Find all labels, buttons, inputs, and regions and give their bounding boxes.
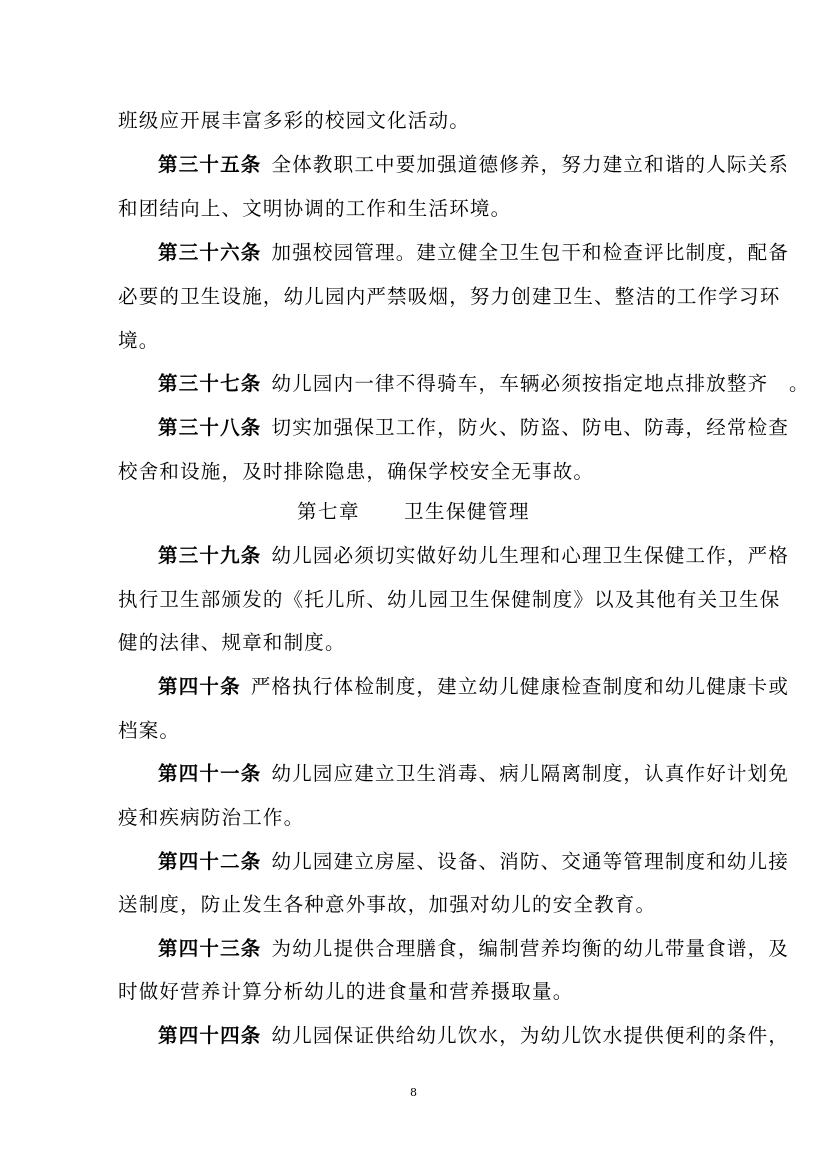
article-43-line-2: 时做好营养计算分析幼儿的进食量和营养摄取量。: [118, 980, 574, 1003]
article-41-label: 第四十一条: [158, 762, 262, 785]
article-40-text-1: 严格执行体检制度，建立幼儿健康检查制度和幼儿健康卡或: [250, 675, 790, 698]
article-43-label: 第四十三条: [158, 937, 262, 960]
article-43-text-1: 为幼儿提供合理膳食，编制营养均衡的幼儿带量食谱，及: [271, 937, 790, 960]
article-36-line-1: [158, 241, 793, 265]
article-37-label: 第三十七条: [158, 372, 262, 395]
page-number: 8: [410, 1086, 417, 1099]
article-40-line-2: 档案。: [118, 719, 181, 742]
article-38-line-1: [158, 416, 793, 440]
article-44-line-1: [158, 1024, 793, 1048]
article-39-text-1: 幼儿园必须切实做好幼儿生理和心理卫生保健工作，严格: [271, 544, 790, 567]
article-35-line-1: [158, 153, 793, 177]
chapter-number: 第七章: [296, 500, 360, 523]
article-44-label: 第四十四条: [158, 1024, 262, 1047]
article-40-line-1: [158, 675, 793, 699]
article-44-text-1: 幼儿园保证供给幼儿饮水，为幼儿饮水提供便利的条件，: [271, 1024, 790, 1047]
article-37-text-1: 幼儿园内一律不得骑车，车辆必须按指定地点排放整齐 。: [271, 372, 810, 395]
article-41-line-1: [158, 762, 793, 786]
article-41-line-2: 疫和疾病防治工作。: [118, 806, 305, 829]
article-39-label: 第三十九条: [158, 544, 262, 567]
article-36-text-1: 加强校园管理。建立健全卫生包干和检查评比制度，配备: [271, 241, 790, 264]
article-35-line-2: 和团结向上、文明协调的工作和生活环境。: [118, 197, 512, 220]
article-38-label: 第三十八条: [158, 416, 262, 439]
article-36-label: 第三十六条: [158, 241, 262, 264]
article-36-line-2: 必要的卫生设施，幼儿园内严禁吸烟，努力创建卫生、整洁的工作学习环: [118, 285, 781, 308]
article-41-text-1: 幼儿园应建立卫生消毒、病儿隔离制度，认真作好计划免: [271, 762, 790, 785]
chapter-title: 卫生保健管理: [404, 500, 531, 523]
article-38-text-1: 切实加强保卫工作，防火、防盗、防电、防毒，经常检查: [271, 416, 790, 439]
article-35-label: 第三十五条: [158, 153, 262, 176]
article-39-line-3: 健的法律、规章和制度。: [118, 631, 346, 654]
article-35-text-1: 全体教职工中要加强道德修养，努力建立和谐的人际关系: [271, 153, 790, 176]
continuation-line: 班级应开展丰富多彩的校园文化活动。: [118, 109, 470, 132]
article-36-line-3: 境。: [118, 329, 160, 352]
article-39-line-2: 执行卫生部颁发的《托儿所、幼儿园卫生保健制度》以及其他有关卫生保: [118, 588, 781, 611]
chapter-heading: [0, 500, 827, 524]
article-38-line-2: 校舍和设施，及时排除隐患，确保学校安全无事故。: [118, 460, 595, 483]
article-42-label: 第四十二条: [158, 850, 262, 873]
article-39-line-1: [158, 544, 793, 568]
article-42-line-2: 送制度，防止发生各种意外事故，加强对幼儿的安全教育。: [118, 893, 657, 916]
article-37-line-1: [158, 372, 810, 396]
article-40-label: 第四十条: [158, 675, 241, 698]
article-42-text-1: 幼儿园建立房屋、设备、消防、交通等管理制度和幼儿接: [271, 850, 790, 873]
article-43-line-1: [158, 937, 793, 961]
article-42-line-1: [158, 850, 793, 874]
